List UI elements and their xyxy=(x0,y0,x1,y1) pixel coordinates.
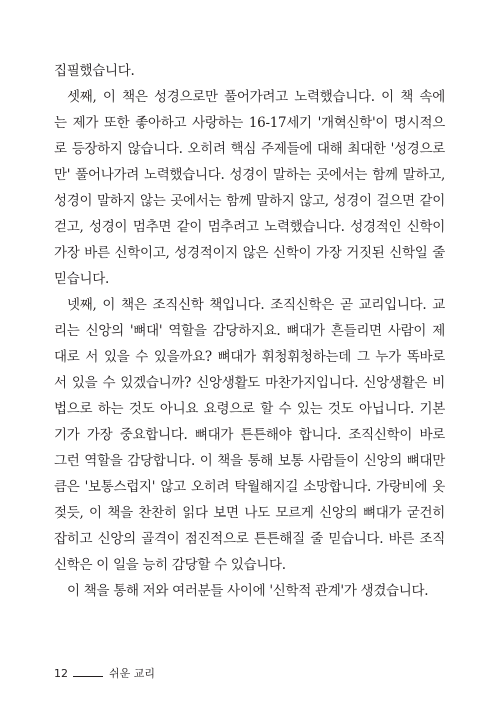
text-line: 잡히고 신앙의 골격이 점진적으로 튼튼해질 줄 믿습니다. 바른 조직 xyxy=(54,531,445,547)
text-line: 리는 신앙의 '뼈대' 역할을 감당하지요. 뼈대가 흔들리면 사람이 제 xyxy=(54,323,445,339)
text-line: 만' 풀어나가려 노력했습니다. 성경이 말하는 곳에서는 함께 말하고, xyxy=(54,167,445,183)
page-body xyxy=(54,58,445,604)
text-line: 걷고, 성경이 멈추면 같이 멈추려고 노력했습니다. 성경적인 신학이 xyxy=(54,219,445,235)
text-line: 대로 서 있을 수 있을까요? 뼈대가 휘청휘청하는데 그 누가 똑바로 xyxy=(54,349,445,365)
text-line: 기가 가장 중요합니다. 뼈대가 튼튼해야 합니다. 조직신학이 바로 xyxy=(54,427,445,443)
paragraph-third-point xyxy=(54,84,445,292)
page-number: 12 xyxy=(54,666,68,680)
running-title: 쉬운 교리 xyxy=(109,667,156,680)
text-line: 법으로 하는 것도 아니요 요령으로 할 수 있는 것도 아닙니다. 기본 xyxy=(54,401,445,417)
text-line: 넷째, 이 책은 조직신학 책입니다. 조직신학은 곧 교리입니다. 교 xyxy=(67,297,445,313)
text-line: 젖듯, 이 책을 찬찬히 읽다 보면 나도 모르게 신앙의 뼈대가 굳건히 xyxy=(54,505,445,521)
text-line: 성경이 말하지 않는 곳에서는 함께 말하지 않고, 성경이 걸으면 같이 xyxy=(54,193,445,209)
text-line: 가장 바른 신학이고, 성경적이지 않은 신학이 가장 거짓된 신학일 줄 xyxy=(54,245,445,261)
text-line: 는 제가 또한 좋아하고 사랑하는 16-17세기 '개혁신학'이 명시적으 xyxy=(54,115,445,131)
text-line: 큼은 '보통스럽지' 않고 오히려 탁월해지길 소망합니다. 가랑비에 옷 xyxy=(54,479,445,495)
text-line: 이 책을 통해 저와 여러분들 사이에 '신학적 관계'가 생겼습니다. xyxy=(67,583,429,599)
text-line: 서 있을 수 있겠습니까? 신앙생활도 마찬가지입니다. 신앙생활은 비 xyxy=(54,375,445,391)
text-line: 신학은 이 일을 능히 감당할 수 있습니다. xyxy=(54,557,286,573)
footer-divider xyxy=(73,676,103,677)
text-line: 로 등장하지 않습니다. 오히려 핵심 주제들에 대해 최대한 '성경으로 xyxy=(54,141,445,157)
text-line: 집필했습니다. xyxy=(54,63,135,79)
paragraph-continued xyxy=(54,58,445,84)
text-line: 믿습니다. xyxy=(54,271,109,287)
text-line: 셋째, 이 책은 성경으로만 풀어가려고 노력했습니다. 이 책 속에 xyxy=(67,89,445,105)
paragraph-closing xyxy=(54,578,445,604)
page-footer xyxy=(54,665,155,681)
text-line: 그런 역할을 감당합니다. 이 책을 통해 보통 사람들이 신앙의 뼈대만 xyxy=(54,453,445,469)
paragraph-fourth-point xyxy=(54,292,445,578)
